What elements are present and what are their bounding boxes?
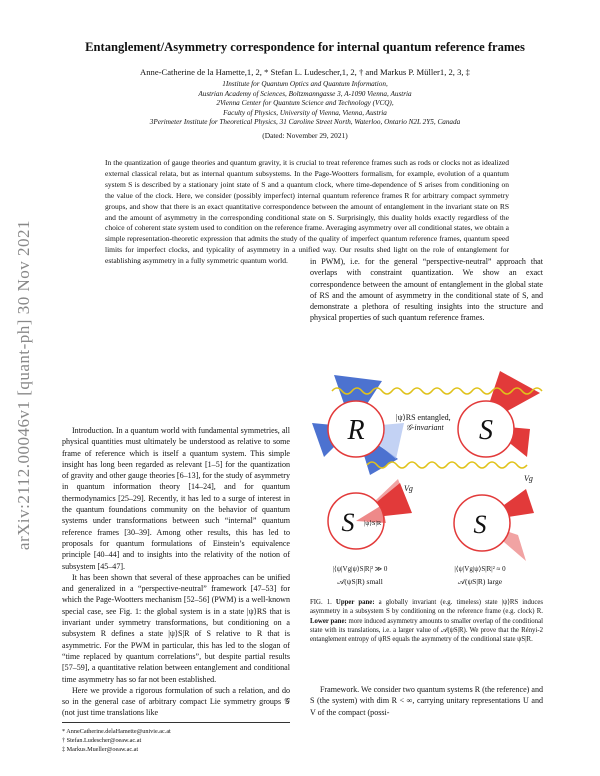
caption-text-2: more induced asymmetry amounts to smaller overlap of the conditional state with its translations, i.e. a larger value of 𝒜(ψS|R). We prove that the Rényi-2 entanglement entropy of ψRS equals the asymmetry of the conditional state ψS|R. bbox=[310, 617, 543, 644]
label-s-lower-left: S bbox=[341, 508, 355, 537]
caption-upper-pane: Upper pane: bbox=[335, 599, 375, 606]
affiliations bbox=[60, 80, 550, 128]
paper-title: Entanglement/Asymmetry correspondence for internal quantum reference frames bbox=[85, 40, 525, 54]
dated-line: (Dated: November 29, 2021) bbox=[262, 130, 348, 140]
overlap-left: |⟨ψ|Vg|ψ⟩S|R|² ≫ 0 bbox=[332, 565, 388, 573]
figure-caption bbox=[310, 598, 543, 644]
figure-1 bbox=[312, 363, 544, 593]
right-column-top bbox=[310, 256, 543, 324]
affiliation-line: Austrian Academy of Sciences, Boltzmanngasse 3, A-1090 Vienna, Austria bbox=[198, 89, 412, 98]
footnote-email-1[interactable]: * AnneCatherine.delaHamette@univie.ac.at bbox=[62, 728, 171, 735]
entangled-label-1: |ψ⟩RS entangled, bbox=[396, 413, 451, 422]
paragraph-framework: Framework. We consider two quantum systems R (the reference) and S (the system) with dim R < ∞, carrying unitary representations U and V of the compact (possi- bbox=[310, 685, 543, 717]
arxiv-stamp-container bbox=[4, 150, 44, 620]
label-s-lower-right: S bbox=[473, 510, 487, 539]
label-r: R bbox=[347, 415, 365, 446]
label-s-upper: S bbox=[479, 415, 493, 446]
vg-label-right: Vg bbox=[524, 474, 533, 483]
affiliation-line: 1Institute for Quantum Optics and Quantum Information, bbox=[222, 80, 388, 88]
asymmetry-left: 𝒜(ψS|R) small bbox=[337, 577, 383, 586]
paper-header bbox=[60, 40, 550, 140]
asymmetry-right: 𝒜(ψS|R) large bbox=[457, 577, 503, 586]
author-list: Anne-Catherine de la Hamette,1, 2, * Stefan L. Ludescher,1, 2, † and Markus P. Müller1, 2, 3, ‡ bbox=[140, 67, 470, 77]
caption-lower-pane: Lower pane: bbox=[310, 617, 347, 625]
footnote-email-3[interactable]: ‡ Markus.Mueller@oeaw.ac.at bbox=[62, 746, 139, 753]
paragraph-formulation: Here we provide a rigorous formulation of such a relation, and do so in the general case of arbitrary compact Lie symmetry groups 𝒢 (not just time translations like bbox=[62, 685, 290, 718]
entanglement-wave-2 bbox=[367, 462, 527, 468]
affiliation-line: 3Perimeter Institute for Theoretical Physics, 31 Caroline Street North, Waterloo, Ontario N2L 2Y5, Canada bbox=[149, 118, 461, 127]
figure-1-drawing bbox=[312, 363, 544, 593]
affiliation-line: 2Vienna Center for Quantum Science and Technology (VCQ), bbox=[216, 99, 394, 108]
paragraph-introduction: Introduction. In a quantum world with fundamental symmetries, all physical quantities must ultimately be understood as relative to some frame of reference which is itself a quantum system. This simple insight has long been regarded as relevant [1–5] for the quantization of gravity and other gauge theories [6–13], for the study of asymmetry in quantum information theory [14–24], and for quantum thermodynamics [25–29]. Recently, it has led to a surge of interest in the quantum foundations community on the behavior of quantum systems under transformations between such “internal” quantum reference frames [30–39]. Among other results, this has led to proposals for quantum formulations of Einstein’s equivalence principle [40–44] and to insights into the relativity of the notion of subsystem [45–47]. bbox=[62, 426, 290, 571]
entangled-label-2: 𝒢-invariant bbox=[406, 423, 444, 432]
conditional-state-label: |ψ⟩S|R bbox=[364, 520, 382, 527]
vg-label-left: Vg bbox=[404, 484, 413, 493]
paragraph-continuation: in PWM), i.e. for the general “perspective-neutral” approach that overlaps with constraint quantization. We show an exact correspondence between the amount of entanglement in the global state of RS and the amount of asymmetry in the conditional state of S, and demonstrate a plethora of resulting insights into the structure and physical properties of such quantum reference frames. bbox=[310, 257, 543, 323]
footnote-email-2[interactable]: † Stefan.Ludescher@oeaw.ac.at bbox=[62, 737, 142, 744]
left-column bbox=[62, 425, 290, 719]
paragraph-perspective-neutral: It has been shown that several of these approaches can be unified and generalized in a “perspective-neutral” framework [47–53] for which the Page-Wootters mechanism [52–56] (PWM) is a well-known special case, see Fig. 1: the global system is in a state |ψ⟩RS that is invariant under symmetry transformations, but conditioning on a subsystem R defines a state |ψ⟩S|R of S relative to R that is asymmetric. For the PWM in particular, this has led to the slogan of “time replaced by quantum correlations”, but despite partial results [57–59], a quantitative relation between entanglement and conditional time asymmetry has so far not been established. bbox=[62, 572, 290, 684]
affiliation-line: Faculty of Physics, University of Vienna, Vienna, Austria bbox=[223, 108, 387, 117]
overlap-right: |⟨ψ|Vg|ψ⟩S|R|² ≈ 0 bbox=[454, 565, 506, 573]
caption-text-1: a globally invariant (e.g. timeless) state |ψ⟩RS induces asymmetry in a subsystem S by conditioning on the reference frame (e.g. clock) R. bbox=[310, 599, 544, 616]
arxiv-stamp: arXiv:2112.00046v1 [quant-ph] 30 Nov 2021 bbox=[14, 219, 33, 551]
caption-lead: FIG. 1. bbox=[310, 599, 332, 606]
abstract: In the quantization of gauge theories and quantum gravity, it is crucial to treat reference frames such as rods or clocks not as idealized external classical relata, but as internal quantum subsystems. In the Page-Wootters formalism, for example, evolution of a quantum system S is described by a stationary joint state of S and a quantum clock, where time-dependence of S arises from conditioning on the value of the clock. Here, we consider (possibly imperfect) internal quantum reference frames R for arbitrary compact symmetry groups, and show that there is an exact quantitative correspondence between the amount of entanglement in the invariant state on RS and the amount of asymmetry in the corresponding conditional state on S. Surprisingly, this duality holds exactly regardless of the choice of coherent state system used to condition on the reference frame. Averaging asymmetry over all conditional states, we obtain a simple representation-theoretic expression that admits the study of the quality of imperfect quantum reference frames, quantum speed limits for imperfect clocks, and typicality of asymmetry in a unified way. Our results shed light on the role of entanglement for establishing asymmetry in a fully symmetric quantum world. bbox=[105, 158, 509, 266]
footnotes bbox=[62, 722, 290, 754]
